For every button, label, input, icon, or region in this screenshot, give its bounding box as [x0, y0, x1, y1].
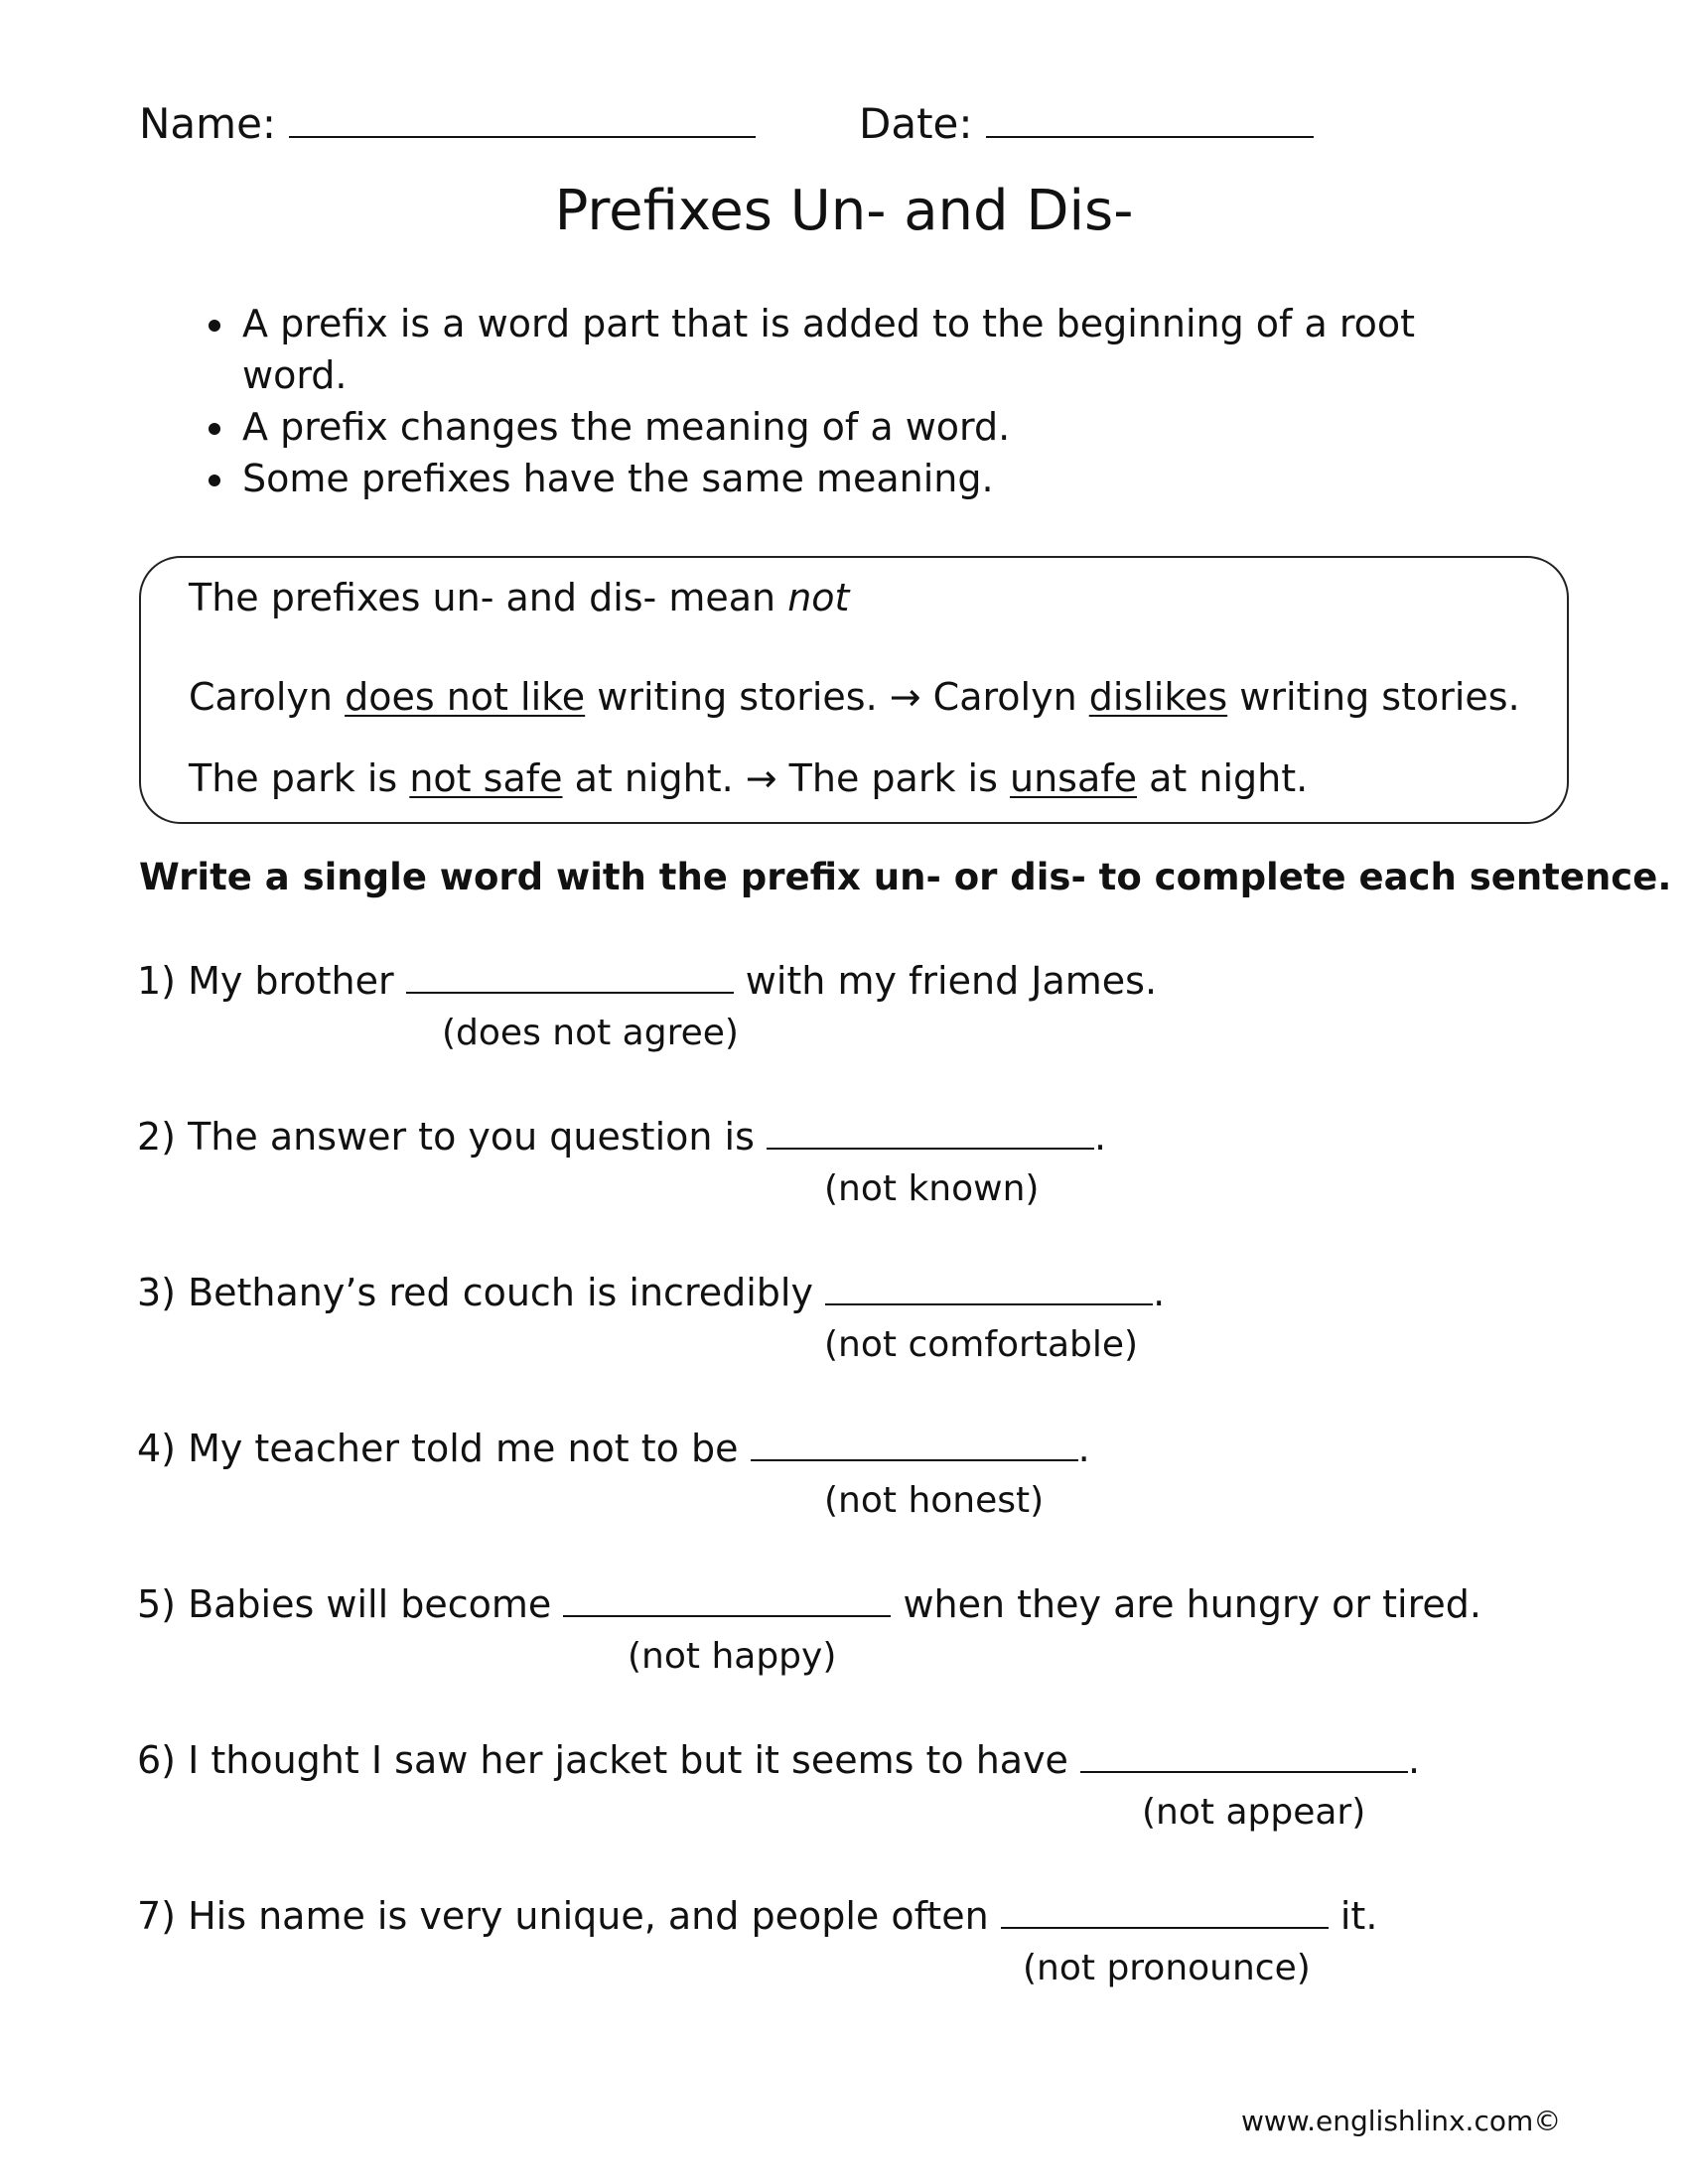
example-sentence-1: Carolyn does not like writing stories. → Carolyn dislikes writing stories. [189, 675, 1520, 719]
name-blank[interactable] [289, 102, 756, 138]
question-6: 6) I thought I saw her jacket but it seems to have . [137, 1738, 1421, 1782]
page-title: Prefixes Un- and Dis- [554, 179, 1134, 243]
example-sentence-2: The park is not safe at night. → The park is unsafe at night. [189, 756, 1309, 800]
answer-blank-6[interactable] [1080, 1737, 1408, 1773]
answer-blank-5[interactable] [563, 1581, 891, 1617]
hint-3: (not comfortable) [824, 1324, 1139, 1365]
rule-title: The prefixes un- and dis- mean not [189, 576, 850, 619]
name-field [139, 99, 756, 148]
bullet-list [189, 298, 1529, 504]
underlined-word: dislikes [1088, 675, 1228, 719]
name-label: Name: [139, 99, 277, 148]
date-blank[interactable] [986, 102, 1314, 138]
underlined-phrase: does not like [345, 675, 586, 719]
question-3: 3) Bethany’s red couch is incredibly . [137, 1271, 1166, 1314]
underlined-word: unsafe [1009, 756, 1137, 800]
instructions: Write a single word with the prefix un- or dis- to complete each sentence. [139, 856, 1672, 898]
answer-blank-4[interactable] [751, 1426, 1078, 1461]
hint-1: (does not agree) [442, 1013, 739, 1053]
answer-blank-1[interactable] [406, 958, 734, 994]
hint-2: (not known) [824, 1168, 1040, 1209]
rule-box [139, 556, 1569, 824]
hint-6: (not appear) [1142, 1792, 1366, 1833]
question-7: 7) His name is very unique, and people often it. [137, 1894, 1378, 1938]
answer-blank-3[interactable] [825, 1270, 1153, 1305]
question-2: 2) The answer to you question is . [137, 1115, 1107, 1159]
answer-blank-7[interactable] [1001, 1893, 1329, 1929]
answer-blank-2[interactable] [767, 1114, 1094, 1150]
rule-title-emphasis: not [787, 576, 850, 619]
hint-5: (not happy) [628, 1636, 837, 1677]
question-4: 4) My teacher told me not to be . [137, 1427, 1090, 1470]
footer-url: www.englishlinx.com© [1241, 2105, 1562, 2137]
date-field [859, 99, 1314, 148]
question-1: 1) My brother with my friend James. [137, 959, 1158, 1003]
hint-7: (not pronounce) [1023, 1948, 1311, 1988]
question-5: 5) Babies will become when they are hungry or tired. [137, 1582, 1481, 1626]
date-label: Date: [859, 99, 973, 148]
bullet-item: • Some prefixes have the same meaning. [238, 453, 1529, 504]
bullet-item: • A prefix is a word part that is added to the beginning of a root word. [238, 298, 1529, 401]
hint-4: (not honest) [824, 1480, 1045, 1521]
underlined-phrase: not safe [409, 756, 563, 800]
bullet-item: • A prefix changes the meaning of a word. [238, 401, 1529, 453]
